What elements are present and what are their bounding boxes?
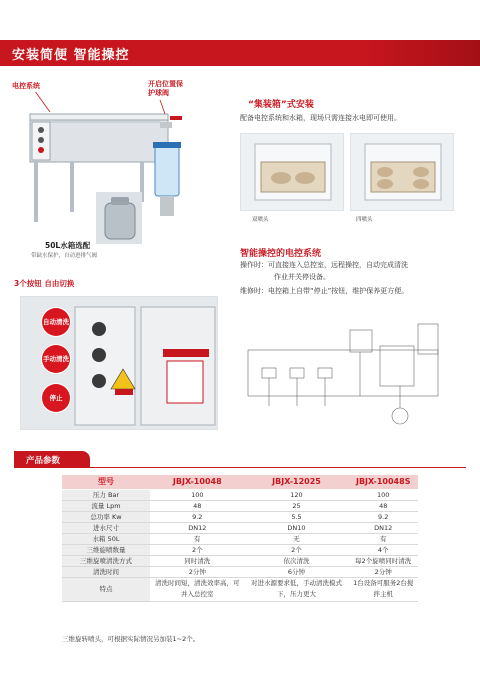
wiring-diagram: [240, 316, 458, 432]
container-title: “集装箱”式安装: [248, 100, 314, 110]
buttons-title: 3个按钮 自由切换: [14, 279, 75, 288]
spec-header-10048s: JBJX-10048S: [348, 475, 418, 489]
table-cell: 2分钟: [150, 566, 245, 577]
table-cell: DN10: [245, 522, 349, 533]
table-cell: 2分钟: [348, 566, 418, 577]
row-label: 三维旋喷数量: [62, 544, 150, 555]
spec-header-row: [62, 475, 418, 489]
container-photo-left: [240, 133, 344, 211]
table-cell: 100: [348, 489, 418, 500]
tank-photo: [96, 192, 142, 244]
control-line-3: 维修时：电控箱上自带“停止”按钮，维护保养更方便。: [240, 287, 409, 295]
spec-table: [62, 475, 418, 602]
table-cell: 2个: [245, 544, 349, 555]
table-cell: 9.2: [348, 511, 418, 522]
table-cell: 2个: [150, 544, 245, 555]
table-cell: 同时清洗: [150, 555, 245, 566]
badge-auto-clean: 自动清洗: [42, 308, 70, 336]
table-row: [62, 511, 418, 522]
table-cell: 无: [245, 533, 349, 544]
control-line-1: 操作时：可直接连入总控室，远程操控，自动完成清洗: [240, 261, 408, 269]
tank-title: 50L水箱选配: [45, 241, 91, 250]
row-label: 水箱 50L: [62, 533, 150, 544]
table-row: [62, 533, 418, 544]
table-cell: 有: [150, 533, 245, 544]
table-cell: 48: [150, 500, 245, 511]
row-label: 清洗时间: [62, 566, 150, 577]
page-title: 安装简便 智能操控: [12, 48, 130, 63]
footnote: 三维旋转喷头，可根据实际情况另加装1~2个。: [62, 635, 200, 643]
params-tab: [14, 451, 90, 468]
row-label: 进水尺寸: [62, 522, 150, 533]
caption-quad-nozzle: 四喷头: [356, 217, 373, 223]
table-cell: 100: [150, 489, 245, 500]
container-photo-right: [350, 133, 454, 211]
row-label: 三维旋喷清洗方式: [62, 555, 150, 566]
spec-header-10048: JBJX-10048: [150, 475, 245, 489]
caption-dual-nozzle: 双喷头: [252, 217, 269, 223]
feature-10048: 清洗时间短，清洗效率高，可并入总控室: [150, 577, 245, 601]
table-cell: 48: [348, 500, 418, 511]
table-row: [62, 566, 418, 577]
feature-12025: 对进水源要求低，手动清洗模式下，压力更大: [245, 577, 349, 601]
params-tab-label: 产品参数: [26, 456, 61, 466]
table-cell: 每2个旋喷同时清洗: [348, 555, 418, 566]
table-cell: 5.5: [245, 511, 349, 522]
table-cell: 有: [348, 533, 418, 544]
row-label: 流量 Lpm: [62, 500, 150, 511]
header-accent: [360, 40, 480, 66]
container-text: 配备电控系统和水箱，现场只需连接水电即可使用。: [240, 114, 401, 122]
table-row: [62, 500, 418, 511]
badge-manual-clean: 手动清洗: [42, 345, 70, 373]
control-title: 智能操控的电控系统: [240, 249, 322, 259]
label-control-system: 电控系统: [12, 82, 40, 90]
label-protection-valve: 开启位置保护球阀: [148, 80, 183, 97]
row-label: 总功率 Kw: [62, 511, 150, 522]
table-cell: 25: [245, 500, 349, 511]
table-cell: 9.2: [150, 511, 245, 522]
row-label: 压力 Bar: [62, 489, 150, 500]
params-divider: [14, 467, 466, 468]
tank-note: 带缺水保护，自动进排气阀: [31, 253, 98, 259]
table-row: [62, 522, 418, 533]
table-row-features: [62, 577, 418, 601]
row-label-features: 特点: [62, 577, 150, 601]
badge-stop: 停止: [42, 384, 70, 412]
spec-header-12025: JBJX-12025: [245, 475, 349, 489]
spec-header-model: 型号: [62, 475, 150, 489]
table-cell: 4个: [348, 544, 418, 555]
feature-10048s: 1台设备可服务2台搅拌主机: [348, 577, 418, 601]
section-header: [0, 40, 480, 66]
control-line-2: 作业并关停设备。: [274, 273, 330, 281]
table-cell: 120: [245, 489, 349, 500]
table-cell: 依次清洗: [245, 555, 349, 566]
table-cell: DN12: [348, 522, 418, 533]
table-cell: DN12: [150, 522, 245, 533]
table-cell: 6分钟: [245, 566, 349, 577]
table-row: [62, 555, 418, 566]
table-row: [62, 544, 418, 555]
table-row: [62, 489, 418, 500]
